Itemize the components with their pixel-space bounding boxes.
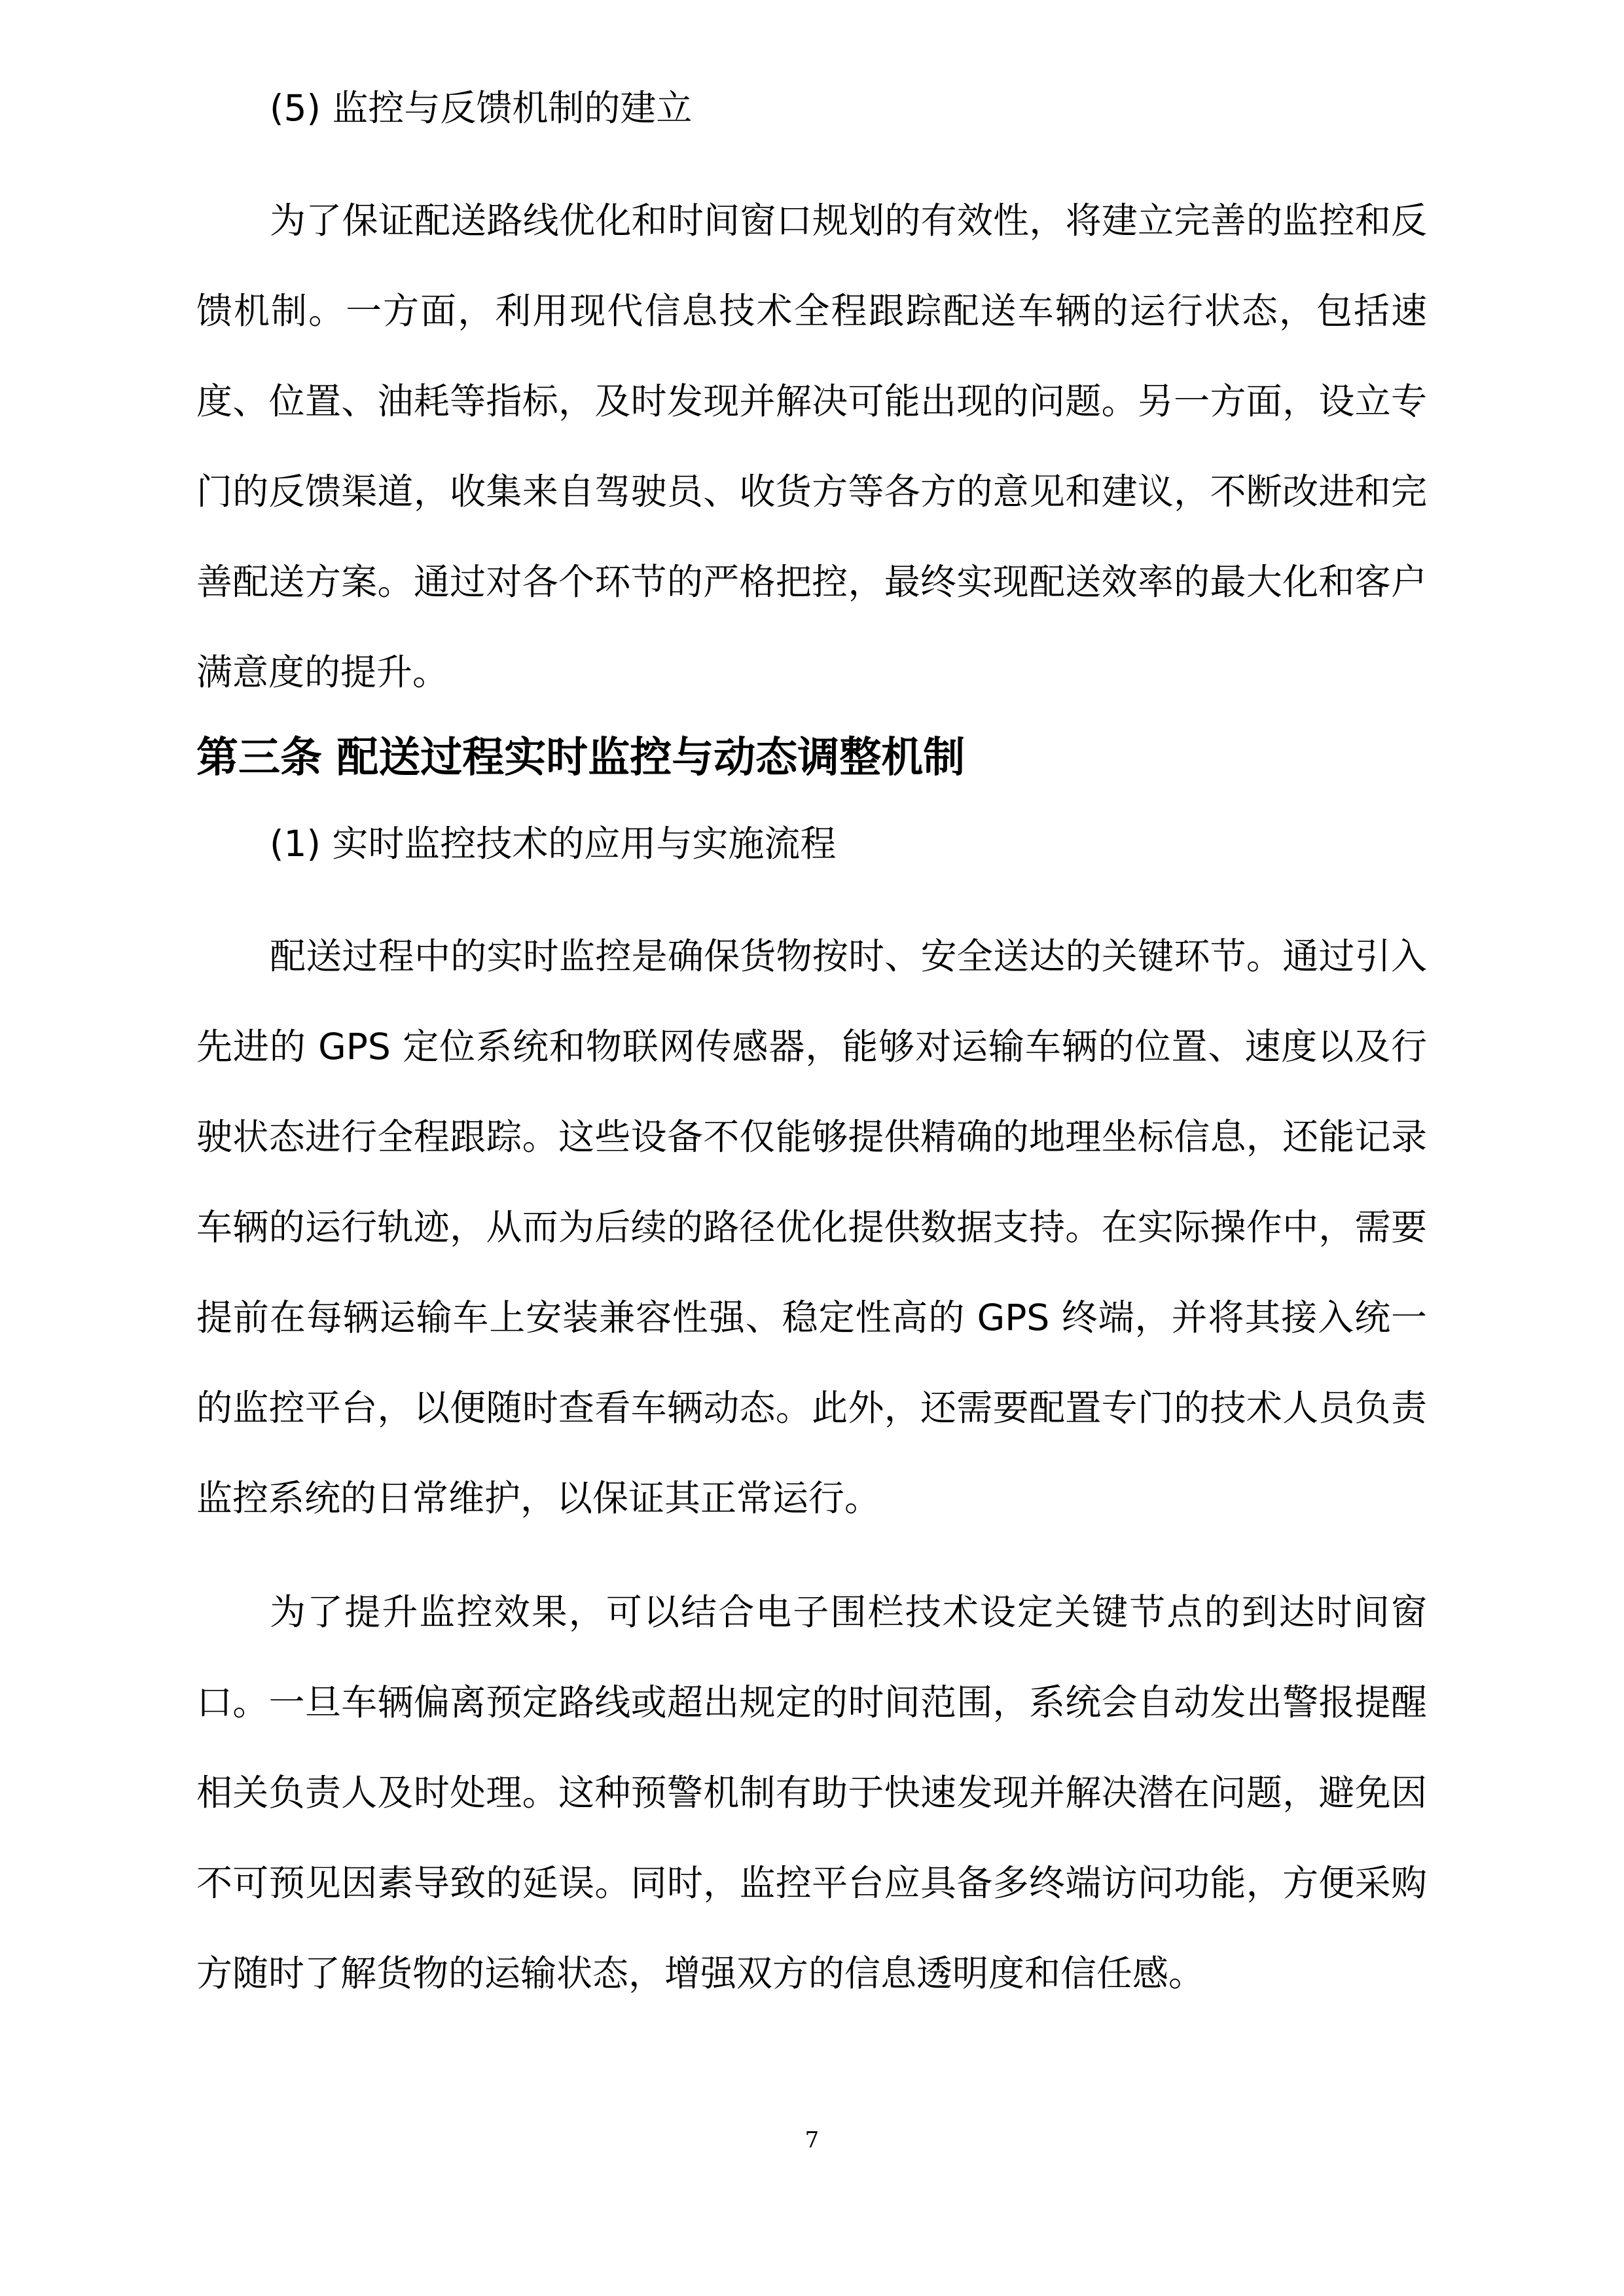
page-number: 7 [804,2127,820,2153]
article-3-paragraph-1: 配送过程中的实时监控是确保货物按时、安全送达的关键环节。通过引入先进的 GPS 定位系统和物联网传感器，能够对运输车辆的位置、速度以及行驶状态进行全程跟踪。这些设备不仅能够提供精确的地理坐标信息，还能记录车辆的运行轨迹，从而为后续的路径优化提供数据支持。在实际操作中，需要提前在每辆运输车上安装兼容性强、稳定性高的 GPS 终端，并将其接入统一的监控平台，以便随时查看车辆动态。此外，还需要配置专门的技术人员负责监控系统的日常维护，以保证其正常运行。 [196,935,1427,1519]
article-3-subheading: (1) 实时监控技术的应用与实施流程 [270,823,837,865]
page-content [196,85,1427,2018]
article-3-heading: 第三条 配送过程实时监控与动态调整机制 [196,734,965,782]
article-3-paragraph-2: 为了提升监控效果，可以结合电子围栏技术设定关键节点的到达时间窗口。一旦车辆偏离预定路线或超出规定的时间范围，系统会自动发出警报提醒相关负责人及时处理。这种预警机制有助于快速发现并解决潜在问题，避免因不可预见因素导致的延误。同时，监控平台应具备多终端访问功能，方便采购方随时了解货物的运输状态，增强双方的信息透明度和信任感。 [196,1591,1427,1994]
section-5-paragraph: 为了保证配送路线优化和时间窗口规划的有效性，将建立完善的监控和反馈机制。一方面，利用现代信息技术全程跟踪配送车辆的运行状态，包括速度、位置、油耗等指标，及时发现并解决可能出现的问题。另一方面，设立专门的反馈渠道，收集来自驾驶员、收货方等各方的意见和建议，不断改进和完善配送方案。通过对各个环节的严格把控，最终实现配送效率的最大化和客户满意度的提升。 [196,200,1427,693]
section-5-subheading: (5) 监控与反馈机制的建立 [270,87,693,129]
